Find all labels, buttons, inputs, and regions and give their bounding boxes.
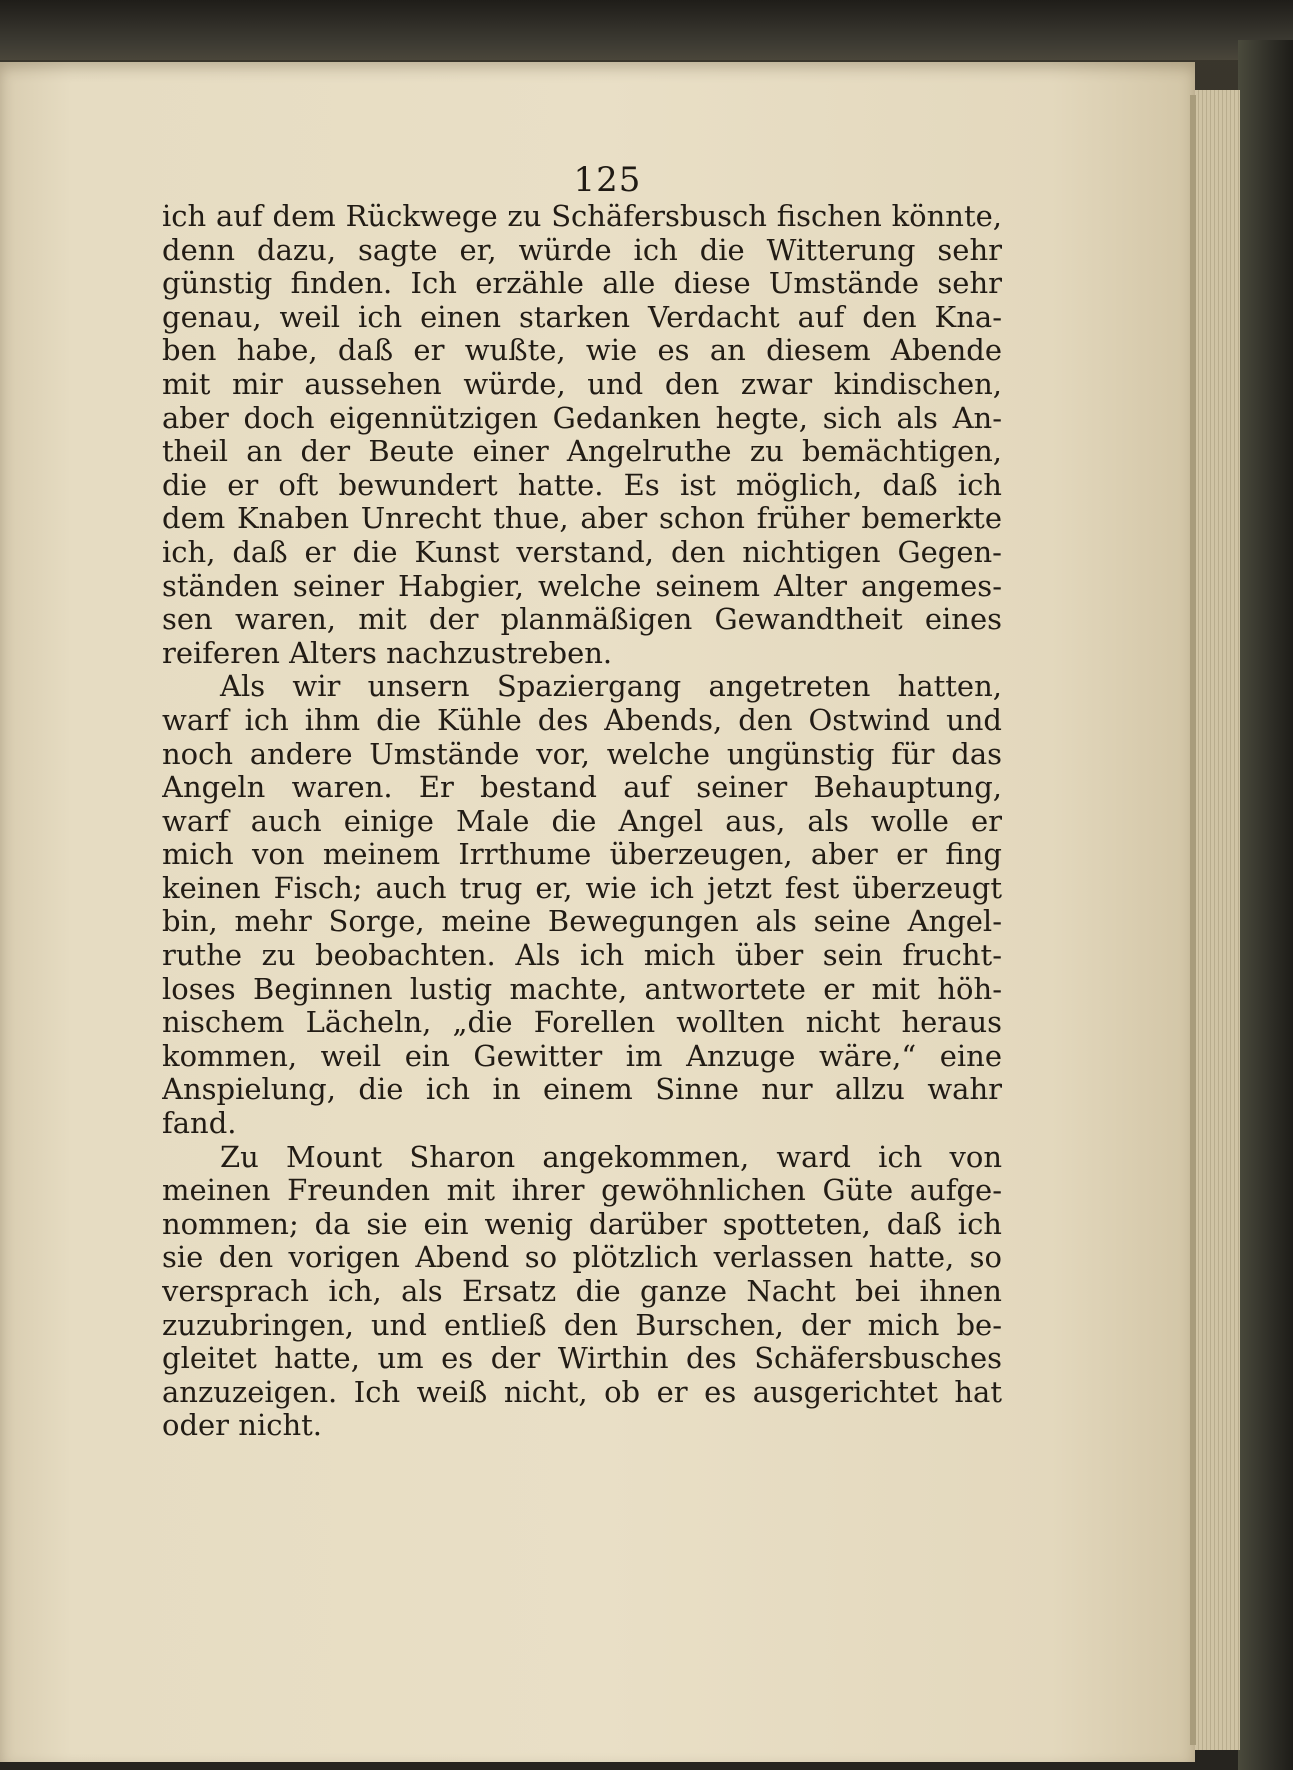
text-line: oder nicht. — [162, 1409, 323, 1443]
text-line: mich von meinem Irrthume überzeugen, aber er fing — [162, 838, 1002, 872]
text-line: keinen Fisch; auch trug er, wie ich jetzt fest überzeugt — [162, 871, 1002, 905]
text-line: nischem Lächeln, „die Forellen wollten nicht heraus — [162, 1006, 1002, 1040]
text-line: Angeln waren. Er bestand auf seiner Behauptung, — [162, 771, 1002, 805]
text-line: gleitet hatte, um es der Wirthin des Schäfersbusches — [162, 1342, 1002, 1376]
page-edge-shadow — [1190, 95, 1196, 1745]
text-line: kommen, weil ein Gewitter im Anzuge wäre,“ eine — [162, 1039, 1002, 1073]
text-line: bin, mehr Sorge, meine Bewegungen als seine Angel- — [162, 905, 1002, 939]
paragraph-3 — [162, 1141, 1002, 1443]
text-line: Anspielung, die ich in einem Sinne nur allzu wahr — [162, 1073, 1002, 1107]
page-edges — [1195, 90, 1240, 1750]
text-line: ständen seiner Habgier, welche seinem Alter angemes- — [162, 569, 1002, 603]
text-line: anzuzeigen. Ich weiß nicht, ob er es ausgerichtet hat — [162, 1375, 1002, 1409]
text-line: warf auch einige Male die Angel aus, als wolle er — [162, 804, 1002, 838]
text-line: denn dazu, sagte er, würde ich die Witterung sehr — [162, 233, 1002, 267]
text-line: mit mir aussehen würde, und den zwar kindischen, — [162, 367, 1002, 401]
text-line: ben habe, daß er wußte, wie es an diesem Abende — [162, 334, 1002, 368]
book-cover-right — [1238, 40, 1293, 1770]
text-line: genau, weil ich einen starken Verdacht auf den Kna- — [162, 300, 1002, 334]
text-line: fand. — [162, 1107, 237, 1141]
page-number: 125 — [573, 160, 642, 200]
text-line: ich auf dem Rückwege zu Schäfersbusch fischen könnte, — [162, 200, 1002, 233]
text-line: reiferen Alters nachzustreben. — [162, 636, 613, 670]
text-line: loses Beginnen lustig machte, antwortete er mit höh- — [162, 972, 1002, 1006]
text-line: dem Knaben Unrecht thue, aber schon früher bemerkte — [162, 502, 1002, 536]
text-line: warf ich ihm die Kühle des Abends, den Ostwind und — [162, 703, 1002, 737]
text-line: versprach ich, als Ersatz die ganze Nacht bei ihnen — [162, 1275, 1002, 1308]
text-line: sie den vorigen Abend so plötzlich verlassen hatte, so — [162, 1241, 1002, 1275]
text-line: ich, daß er die Kunst verstand, den nichtigen Gegen- — [162, 535, 1002, 569]
text-line: Zu Mount Sharon angekommen, ward ich von — [220, 1140, 1002, 1174]
text-line: günstig finden. Ich erzähle alle diese Umstände sehr — [162, 267, 1002, 301]
body-text — [162, 200, 1002, 1443]
paragraph-1 — [162, 200, 1002, 670]
book-cover-top — [0, 0, 1293, 60]
text-line: aber doch eigennützigen Gedanken hegte, sich als An- — [162, 401, 1002, 435]
text-line: meinen Freunden mit ihrer gewöhnlichen Güte aufge- — [162, 1174, 1002, 1208]
text-line: sen waren, mit der planmäßigen Gewandtheit eines — [162, 603, 1002, 637]
text-line: ruthe zu beobachten. Als ich mich über sein frucht- — [162, 939, 1002, 973]
text-line: theil an der Beute einer Angelruthe zu bemächtigen, — [162, 435, 1002, 469]
text-line: nommen; da sie ein wenig darüber spotteten, daß ich — [162, 1207, 1002, 1241]
text-line: zuzubringen, und entließ den Burschen, der mich be- — [162, 1308, 1002, 1342]
text-line: die er oft bewundert hatte. Es ist möglich, daß ich — [162, 468, 1002, 502]
paragraph-2 — [162, 670, 1002, 1140]
text-line: Als wir unsern Spaziergang angetreten hatten, — [220, 670, 1002, 704]
text-line: noch andere Umstände vor, welche ungünstig für das — [162, 737, 1002, 771]
